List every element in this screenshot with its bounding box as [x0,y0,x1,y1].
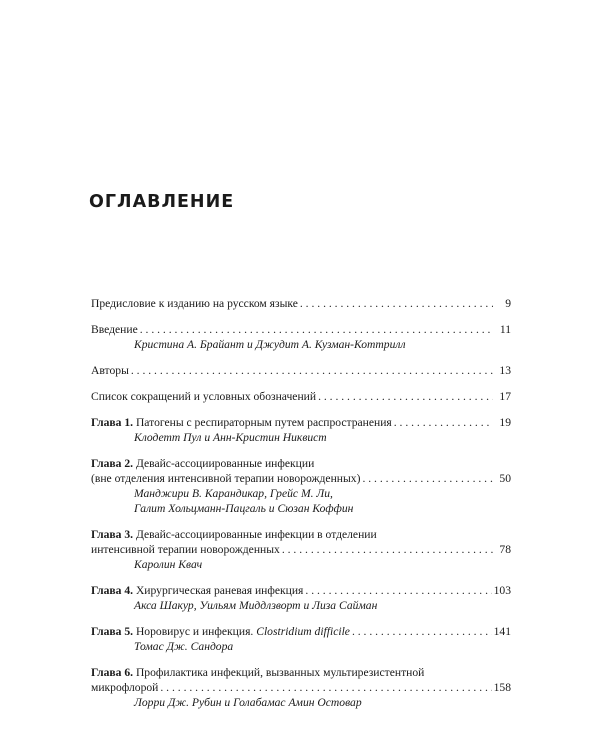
toc-entry-authors: Кристина А. Брайант и Джудит А. Кузман-Коттрилл [134,338,406,351]
leader-dots [318,389,493,404]
toc-entry-title: Хирургическая раневая инфекция [135,584,304,597]
leader-dots [140,322,493,337]
toc-page-number: 9 [505,297,511,310]
toc-entry-introduction[interactable] [91,322,511,352]
toc-entry-authors: Томас Дж. Сандора [134,640,234,653]
toc-page-number: 50 [499,472,511,485]
toc-entry-chapter-4[interactable] [91,583,511,613]
leader-dots [160,680,491,695]
toc-entry-authors: Манджири В. Карандикар, Грейс М. Ли, [134,487,333,500]
toc-entry-title: Профилактика инфекций, вызванных мультирезистентной [135,666,425,679]
toc-page-number: 158 [493,681,511,694]
toc-entry-chapter-5[interactable] [91,624,511,654]
toc-page-number: 17 [499,390,511,403]
toc-page-number: 11 [499,323,511,336]
toc-page-number: 141 [493,625,511,638]
toc-entry-abbreviations[interactable] [91,389,511,404]
leader-dots [362,471,493,486]
toc-entry-title: Введение [91,323,138,336]
toc-page-number: 103 [493,584,511,597]
toc-entry-chapter-1[interactable] [91,415,511,445]
chapter-label: Глава 4. [91,584,134,597]
leader-dots [131,363,493,378]
table-of-contents [91,296,511,721]
toc-entry-title: Девайс-ассоциированные инфекции в отделении [135,528,377,541]
toc-entry-title-continued: интенсивной терапии новорожденных [91,543,280,556]
toc-entry-title: Патогены с респираторным путем распространения [135,416,392,429]
toc-entry-title: Девайс-ассоциированные инфекции [135,457,315,470]
leader-dots [305,583,491,598]
toc-entry-authors: Акса Шакур, Уильям Миддлзворт и Лиза Сайман [134,599,378,612]
toc-entry-preface[interactable] [91,296,511,311]
toc-entry-authors: Клодетт Пул и Анн-Кристин Никвист [134,431,327,444]
toc-entry-authors: Галит Хольцманн-Пацгаль и Сюзан Коффин [134,502,354,515]
toc-entry-chapter-2[interactable] [91,456,511,516]
toc-page-number: 13 [499,364,511,377]
leader-dots [300,296,493,311]
toc-entry-title-italic: Clostridium difficile [256,625,350,638]
toc-entry-title-continued: микрофлорой [91,681,159,694]
toc-entry-authors-list[interactable] [91,363,511,378]
toc-entry-chapter-3[interactable] [91,527,511,572]
toc-entry-chapter-6[interactable] [91,665,511,710]
leader-dots [394,415,493,430]
toc-entry-title-continued: (вне отделения интенсивной терапии новорожденных) [91,472,361,485]
page-title: ОГЛАВЛЕНИЕ [89,192,235,212]
toc-entry-title: Предисловие к изданию на русском языке [91,297,298,310]
toc-entry-title: Норовирус и инфекция. [135,625,257,638]
chapter-label: Глава 3. [91,528,134,541]
chapter-label: Глава 2. [91,457,134,470]
chapter-label: Глава 6. [91,666,134,679]
toc-entry-authors: Лорри Дж. Рубин и Голабамас Амин Остовар [134,696,362,709]
chapter-label: Глава 5. [91,625,134,638]
toc-entry-title: Авторы [91,364,129,377]
toc-page-number: 78 [499,543,511,556]
toc-entry-authors: Каролин Квач [134,558,203,571]
leader-dots [352,624,492,639]
toc-entry-title: Список сокращений и условных обозначений [91,390,317,403]
chapter-label: Глава 1. [91,416,134,429]
leader-dots [282,542,493,557]
toc-page-number: 19 [499,416,511,429]
